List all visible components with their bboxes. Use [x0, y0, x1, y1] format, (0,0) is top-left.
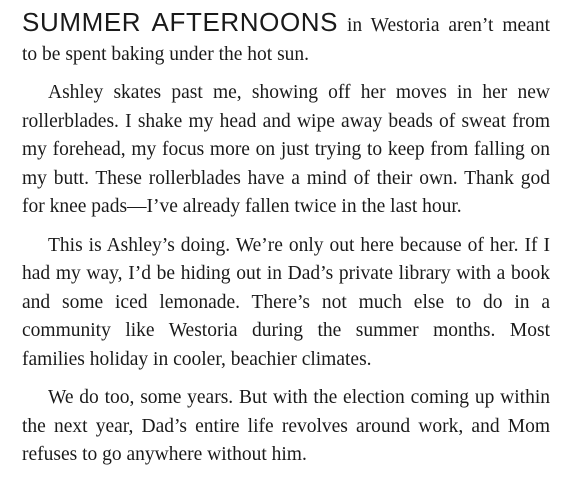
opening-paragraph: [22, 8, 550, 69]
paragraph-2: Ashley skates past me, showing off her moves in her new rollerblades. I shake my head and wipe away beads of sweat from my forehead, my focus more on just trying to keep from falling on my butt. These rollerblades have a mind of their own. Thank god for knee pads—I’ve already fallen twice in the last hour.: [22, 82, 550, 217]
paragraph-3: This is Ashley’s doing. We’re only out here because of her. If I had my way, I’d be hiding out in Dad’s private library with a book and some iced lemonade. There’s not much else to do in a community like Westoria during the summer months. Most families holiday in cooler, beachier climates.: [22, 234, 550, 370]
paragraph-4: We do too, some years. But with the election coming up within the next year, Dad’s entire life revolves around work, and Mom refuses to go anywhere without him.: [22, 387, 550, 465]
opening-paragraph-text: in Westoria aren’t meant to be spent baking under the hot sun.: [22, 15, 550, 65]
chapter-lead-in: SUMMER AFTERNOONS: [22, 7, 339, 37]
